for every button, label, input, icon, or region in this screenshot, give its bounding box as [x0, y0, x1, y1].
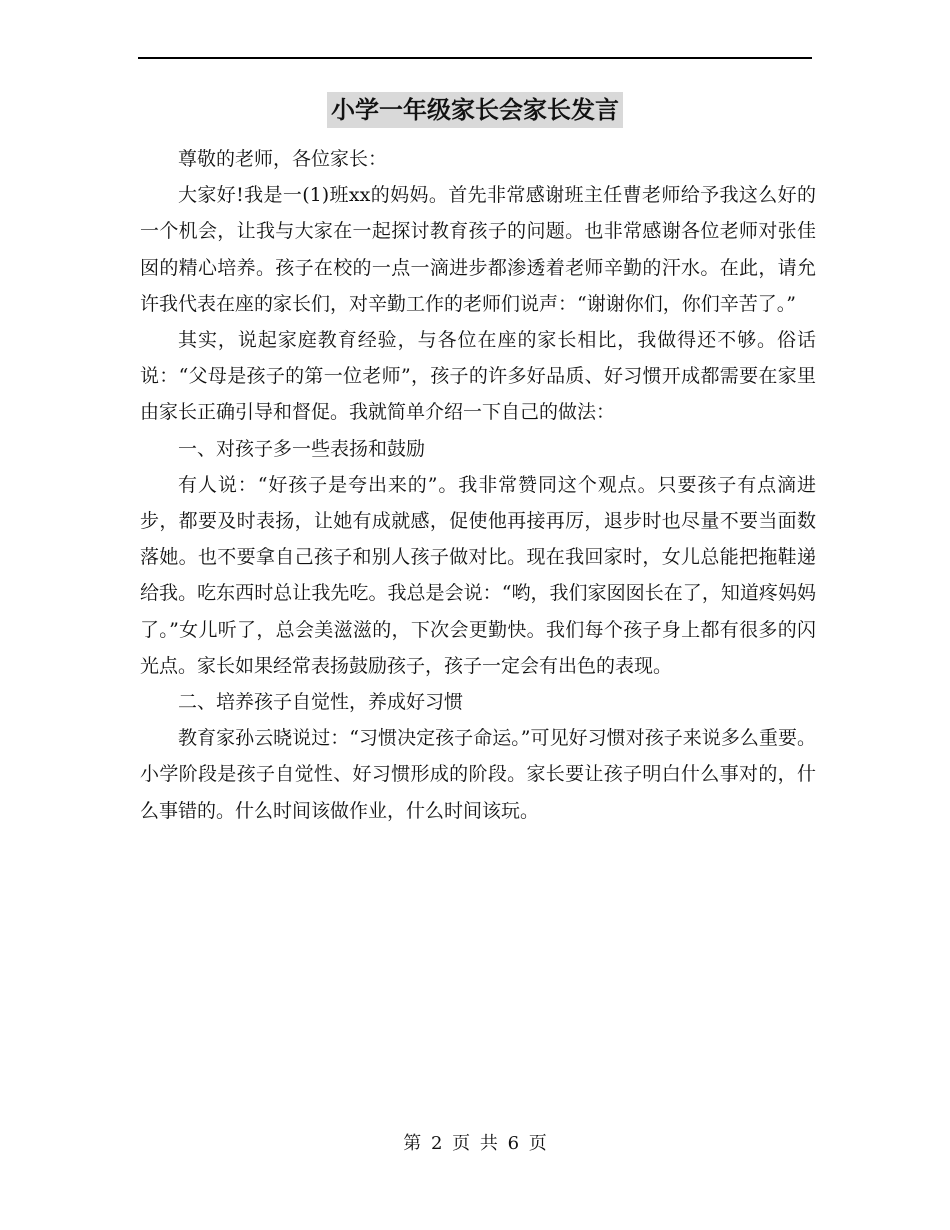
habits-paragraph: 教育家孙云晓说过：“习惯决定孩子命运。”可见好习惯对孩子来说多么重要。小学阶段是孩子自觉性、好习惯形成的阶段。家长要让孩子明白什么事对的，什么事错的。什么时间该做作业，什么时间该玩。: [140, 727, 816, 822]
document-body: [140, 141, 816, 829]
header-rule: [138, 57, 812, 59]
section-heading-praise: 一、对孩子多一些表扬和鼓励: [178, 437, 426, 460]
title-container: [0, 92, 950, 128]
page-number-footer: 第 2 页 共 6 页: [403, 1133, 547, 1154]
intro-paragraph: 大家好!我是一(1)班xx的妈妈。首先非常感谢班主任曹老师给予我这么好的一个机会，让我与大家在一起探讨教育孩子的问题。也非常感谢各位老师对张佳囡的精心培养。孩子在校的一点一滴进步都渗透着老师辛勤的汗水。在此，请允许我代表在座的家长们，对辛勤工作的老师们说声：“谢谢你们，你们辛苦了。”: [140, 184, 816, 315]
section-heading-habits: 二、培养孩子自觉性，养成好习惯: [178, 691, 464, 714]
praise-paragraph: 有人说：“好孩子是夸出来的”。我非常赞同这个观点。只要孩子有点滴进步，都要及时表扬，让她有成就感，促使他再接再厉，退步时也尽量不要当面数落她。也不要拿自己孩子和别人孩子做对比。现在我回家时，女儿总能把拖鞋递给我。吃东西时总让我先吃。我总是会说：“哟，我们家囡囡长在了，知道疼妈妈了。”女儿听了，总会美滋滋的，下次会更勤快。我们每个孩子身上都有很多的闪光点。家长如果经常表扬鼓励孩子，孩子一定会有出色的表现。: [140, 473, 816, 677]
salutation-paragraph: 尊敬的老师，各位家长：: [178, 148, 388, 170]
document-title: 小学一年级家长会家长发言: [327, 92, 623, 128]
experience-paragraph: 其实，说起家庭教育经验，与各位在座的家长相比，我做得还不够。俗话说：“父母是孩子的第一位老师”，孩子的许多好品质、好习惯开成都需要在家里由家长正确引导和督促。我就简单介绍一下自己的做法：: [140, 329, 816, 424]
